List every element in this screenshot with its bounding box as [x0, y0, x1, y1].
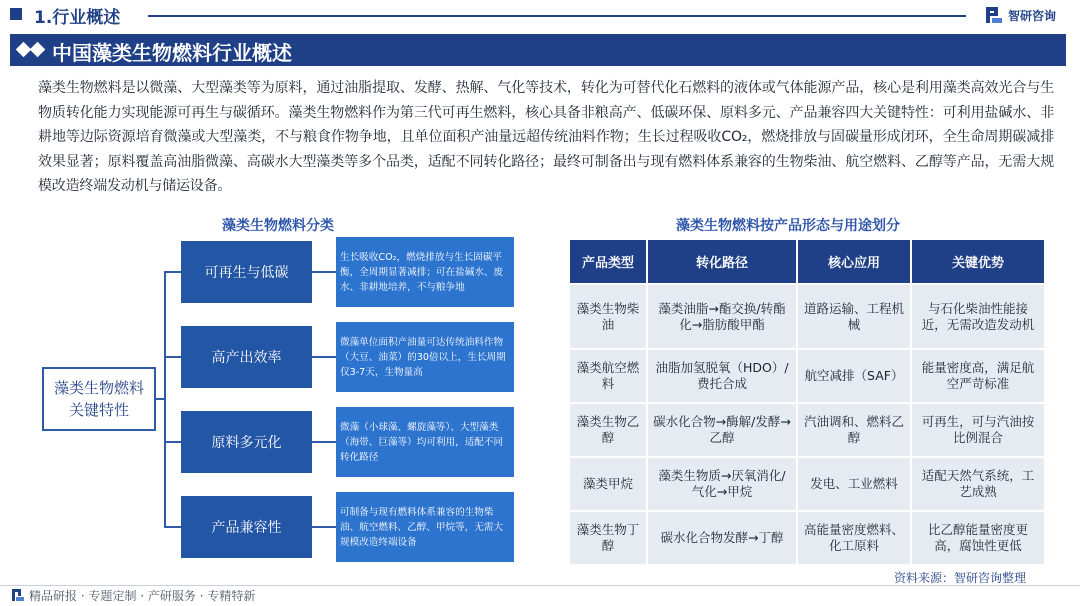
category-renewable: 可再生与低碳: [181, 241, 312, 303]
table-cell: 高能量密度燃料、化工原料: [797, 511, 911, 565]
table-cell: 藻类油脂→酯交换/转酯化→脂肪酸甲酯: [647, 284, 797, 349]
section-title: 1.行业概述: [34, 8, 121, 28]
column-header: 关键优势: [911, 239, 1045, 284]
connector: [312, 441, 336, 443]
category-description: 生长吸收CO₂，燃烧排放与生长固碳平衡，全周期显著减排；可在盐碱水、废水、非耕地培养，不与粮争地: [336, 237, 514, 307]
table-cell: 适配天然气系统，工艺成熟: [911, 457, 1045, 511]
page-title: 中国藻类生物燃料行业概述: [52, 41, 292, 65]
table-cell: 道路运输、工程机械: [797, 284, 911, 349]
connector: [164, 356, 182, 358]
intro-paragraph: 藻类生物燃料是以微藻、大型藻类等为原料，通过油脂提取、发酵、热解、气化等技术，转化为可替代化石燃料的液体或气体能源产品，核心是利用藻类高效光合与生物质转化能力实现能源可再生与碳循环。藻类生物燃料作为第三代可再生燃料，核心具备非粮高产、低碳环保、原料多元、产品兼容四大关键特性：可利用盐碱水、非耕地等边际资源培育微藻或大型藻类，不与粮食作物争地，且单位面积产油量远超传统油料作物；生长过程吸收CO₂，燃烧排放与固碳量形成闭环，全生命周期碳减排效果显著；原料覆盖高油脂微藻、高碳水大型藻类等多个品类，适配不同转化路径；最终可制备出与现有燃料体系兼容的生物柴油、航空燃料、乙醇等产品，无需大规模改造终端发动机与储运设备。: [38, 80, 1054, 195]
connector: [312, 526, 336, 528]
table-cell: 藻类生物丁醇: [569, 511, 647, 565]
section-marker-icon: [10, 8, 22, 20]
category-high-yield: 高产出效率: [181, 326, 312, 388]
table-row: [569, 511, 1045, 565]
table-row: [569, 403, 1045, 457]
connector: [312, 356, 336, 358]
title-banner: [10, 34, 1066, 66]
table-cell: 碳水化合物→酶解/发酵→乙醇: [647, 403, 797, 457]
table-cell: 能量密度高，满足航空严苛标准: [911, 349, 1045, 403]
table-cell: 比乙醇能量密度更高，腐蚀性更低: [911, 511, 1045, 565]
footer-tagline: 精品研报 · 专题定制 · 产研服务 · 专精特新: [29, 588, 256, 603]
table-cell: 汽油调和、燃料乙醇: [797, 403, 911, 457]
source-note: 资料来源：智研咨询整理: [894, 571, 1027, 585]
table-cell: 藻类甲烷: [569, 457, 647, 511]
column-header: 核心应用: [797, 239, 911, 284]
classification-title: 藻类生物燃料分类: [222, 218, 334, 234]
connector: [164, 441, 182, 443]
category-description: 微藻（小球藻、螺旋藻等）、大型藻类（海带、巨藻等）均可利用，适配不同转化路径: [336, 407, 514, 477]
brand-logo-icon: [986, 7, 1002, 23]
connector: [312, 271, 336, 273]
table-cell: 油脂加氢脱氧（HDO）/费托合成: [647, 349, 797, 403]
brand-name: 智研咨询: [1008, 8, 1057, 23]
table-cell: 可再生，可与汽油按比例混合: [911, 403, 1045, 457]
table-cell: 藻类生物乙醇: [569, 403, 647, 457]
product-table: [568, 238, 1046, 566]
product-table-title: 藻类生物燃料按产品形态与用途划分: [676, 218, 900, 234]
table-header-row: [569, 239, 1045, 284]
category-compatibility: 产品兼容性: [181, 496, 312, 558]
connector: [164, 526, 182, 528]
category-diverse-feedstock: 原料多元化: [181, 411, 312, 473]
diamond-icon: [30, 42, 46, 58]
column-header: 转化路径: [647, 239, 797, 284]
table-cell: 发电、工业燃料: [797, 457, 911, 511]
connector: [164, 271, 166, 528]
category-description: 可制备与现有燃料体系兼容的生物柴油、航空燃料、乙醇、甲烷等，无需大规模改造终端设备: [336, 492, 514, 562]
category-description: 微藻单位面积产油量可达传统油料作物（大豆、油菜）的30倍以上，生长周期仅3-7天，生物量高: [336, 322, 514, 392]
column-header: 产品类型: [569, 239, 647, 284]
table-cell: 航空减排（SAF）: [797, 349, 911, 403]
table-cell: 碳水化合物发酵→丁醇: [647, 511, 797, 565]
table-row: [569, 349, 1045, 403]
table-cell: 藻类航空燃料: [569, 349, 647, 403]
brand-logo-icon: [12, 589, 24, 601]
connector: [164, 271, 182, 273]
header-divider: [148, 15, 966, 17]
table-row: [569, 457, 1045, 511]
brand-logo: [986, 6, 1056, 24]
footer: [12, 587, 255, 603]
table-cell: 藻类生物质→厌氧消化/气化→甲烷: [647, 457, 797, 511]
table-cell: 与石化柴油性能接近，无需改造发动机: [911, 284, 1045, 349]
root-node: 藻类生物燃料关键特性: [42, 367, 156, 431]
table-row: [569, 284, 1045, 349]
table-cell: 藻类生物柴油: [569, 284, 647, 349]
section-header: [0, 0, 1080, 32]
